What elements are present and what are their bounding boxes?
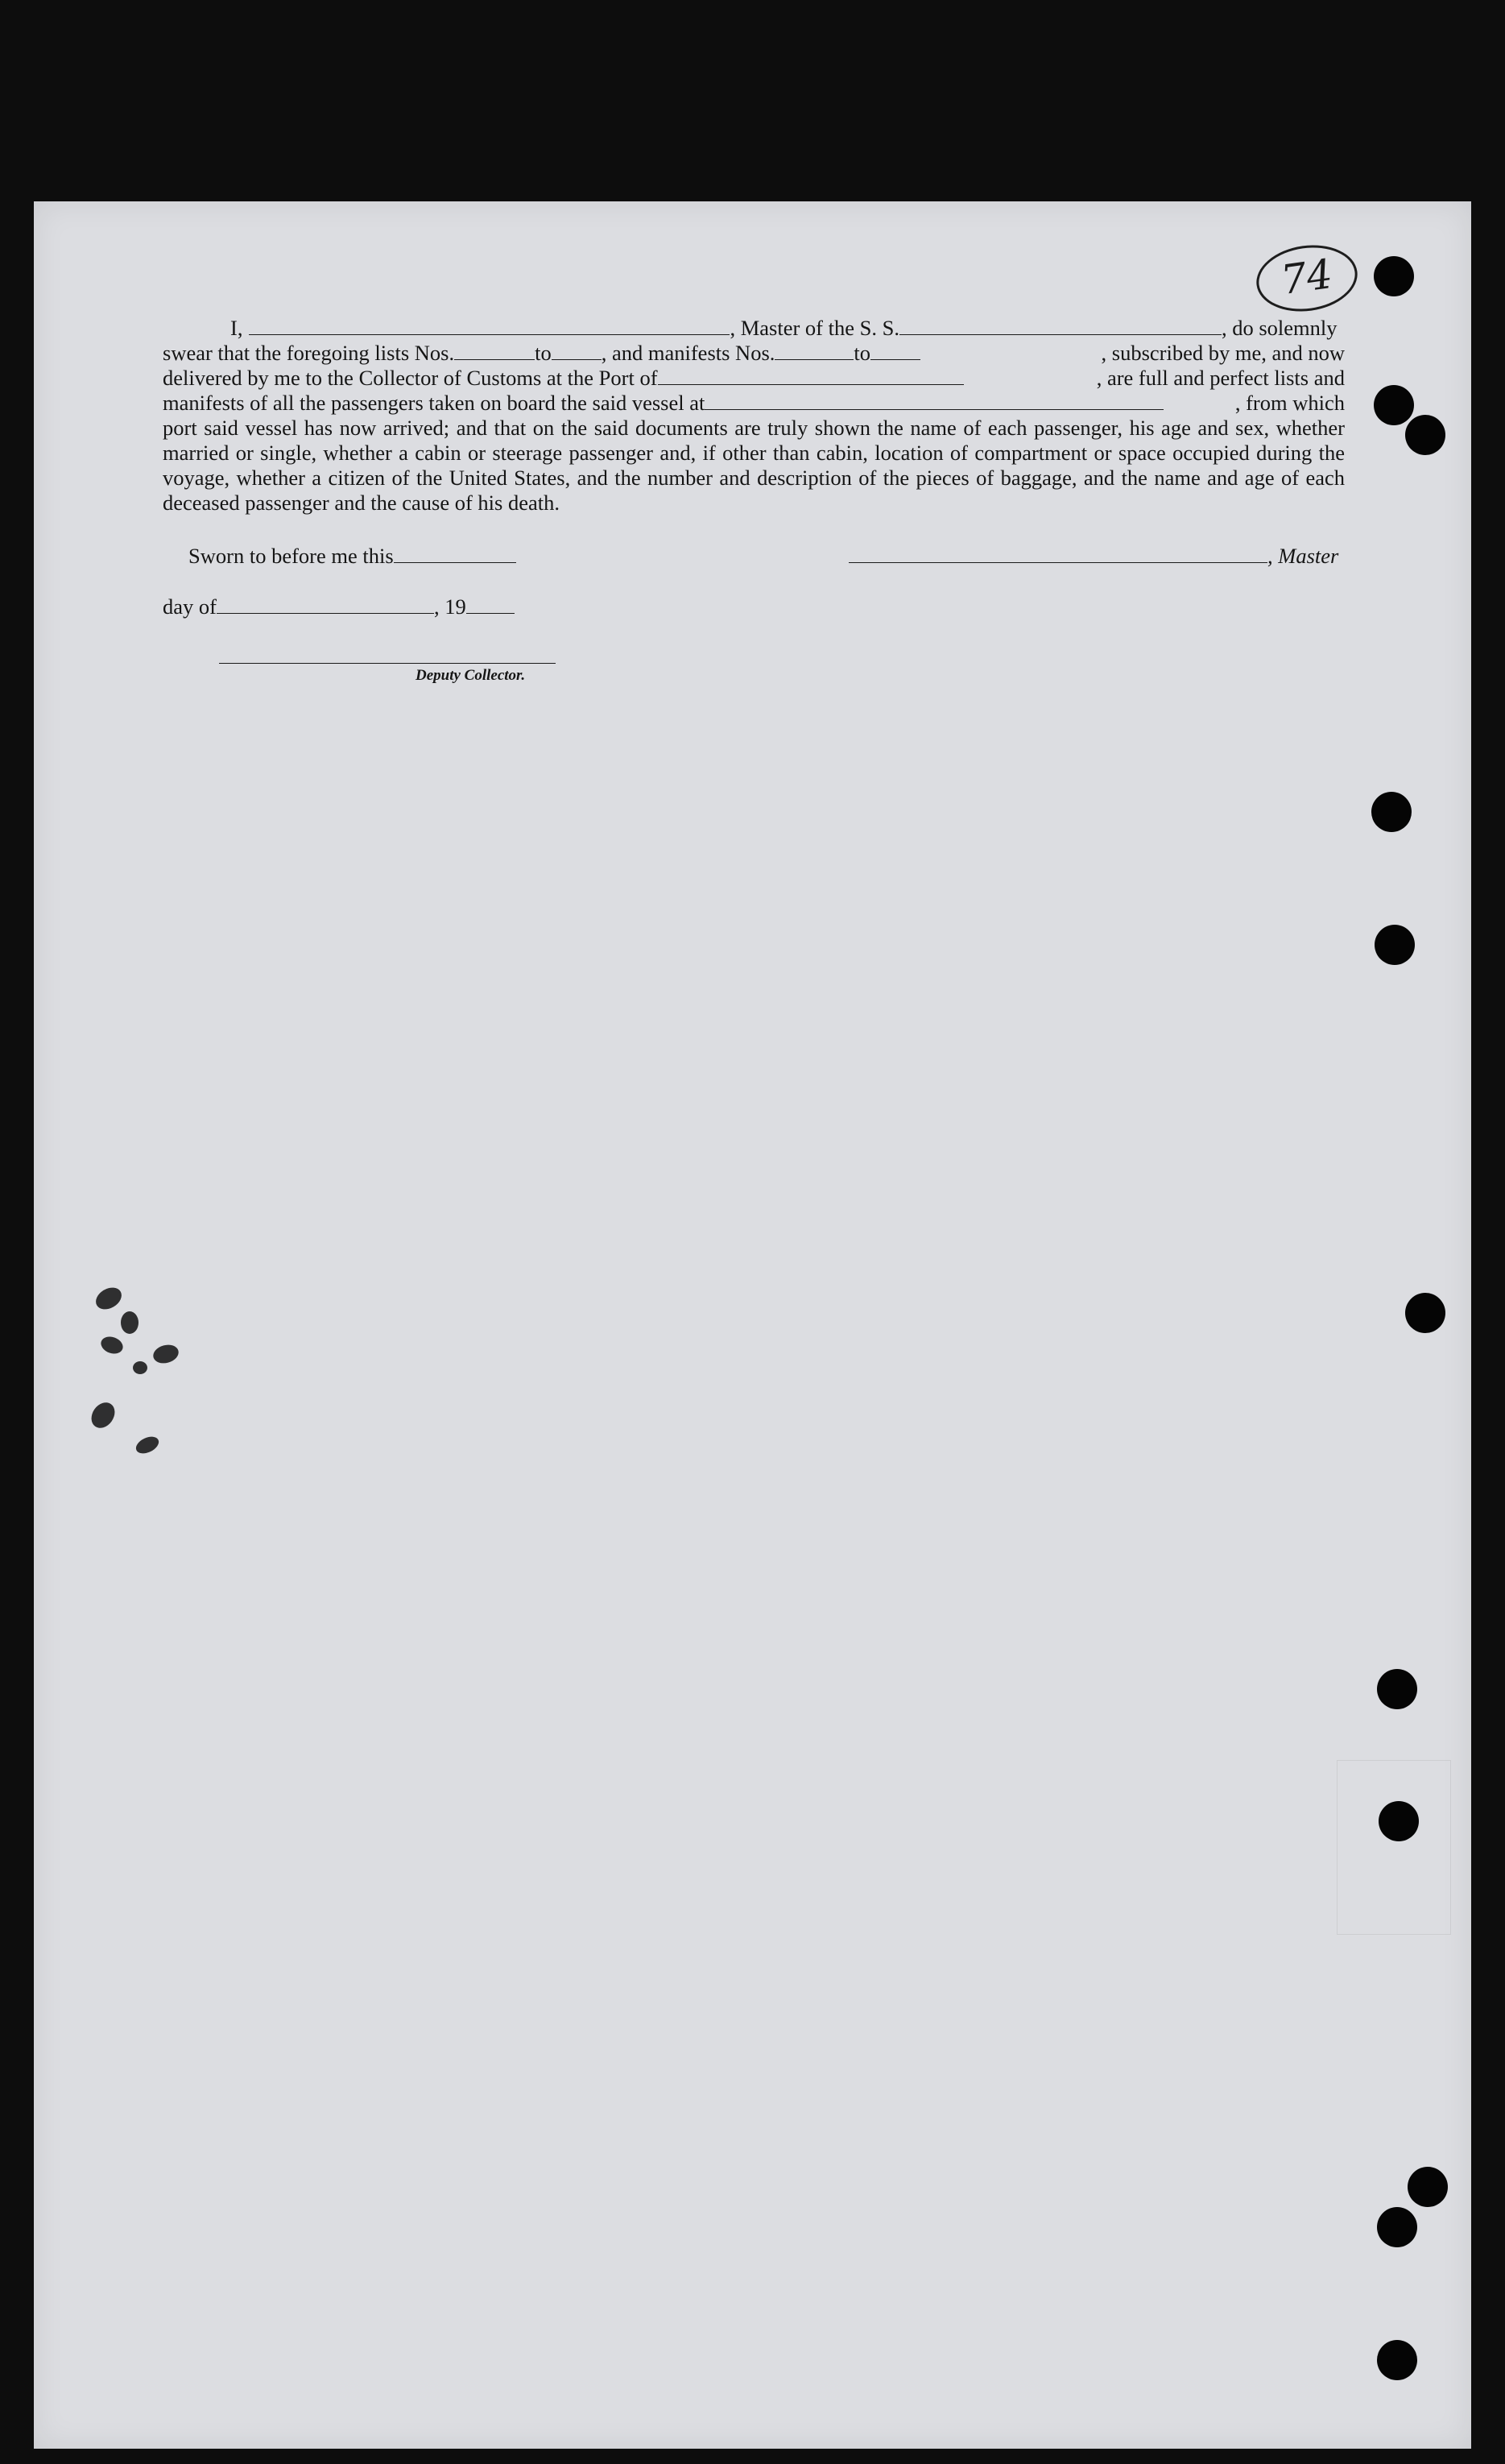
deputy-signature-line: [219, 644, 556, 669]
manifest-page: [34, 201, 1471, 2449]
oath-body-text: port said vessel has now arrived; and that on the said documents are truly shown the name of each passenger, his age and sex, whether married or single, whether a cabin or steerage passenger and, if other than cabin, location of compartment or space occupied during the voyage, whether a citizen of the United States, and the number and description of the pieces of baggage, and the name and age of each deceased passenger and the cause of his death.: [163, 416, 1345, 515]
departure-port-field[interactable]: [705, 409, 1164, 410]
oath-paragraph: [163, 316, 1345, 516]
punch-hole-icon: [1374, 385, 1414, 425]
punch-hole-icon: [1371, 792, 1412, 832]
sworn-date-field[interactable]: [394, 562, 516, 563]
manifests-from-field[interactable]: [775, 359, 854, 360]
oath-line-2: swear that the foregoing lists Nos. to , and manifests Nos. to , subscribed by me, and now: [163, 341, 1345, 365]
manifests-to-field[interactable]: [870, 359, 920, 360]
master-signature-row: , Master: [849, 544, 1338, 569]
deputy-signature-field[interactable]: [219, 663, 556, 664]
oath-line-1: I, , Master of the S. S. , do solemnly: [230, 316, 1338, 340]
lists-to-field[interactable]: [552, 359, 602, 360]
year-field[interactable]: [466, 613, 515, 614]
punch-hole-icon: [1408, 2167, 1448, 2207]
oath-line-4: manifests of all the passengers taken on board the said vessel at , from which: [163, 391, 1345, 415]
punch-hole-icon: [1375, 925, 1415, 965]
lists-from-field[interactable]: [454, 359, 535, 360]
vessel-name-field[interactable]: [899, 334, 1222, 335]
deputy-collector-label: Deputy Collector.: [416, 667, 526, 684]
punch-hole-icon: [1377, 2340, 1417, 2380]
punch-hole-icon: [1405, 415, 1445, 455]
day-of-row: day of , 19: [163, 594, 515, 619]
ink-smudge: [133, 1361, 147, 1374]
master-name-field[interactable]: [249, 334, 730, 335]
ink-smudge: [121, 1311, 139, 1334]
master-signature-field[interactable]: [849, 562, 1267, 563]
day-month-field[interactable]: [217, 613, 434, 614]
punch-hole-icon: [1405, 1293, 1445, 1333]
oath-line-3: delivered by me to the Collector of Customs at the Port of , are full and perfect lists and: [163, 366, 1345, 390]
punch-hole-icon: [1377, 2207, 1417, 2247]
punch-hole-icon: [1374, 256, 1414, 296]
port-field[interactable]: [658, 384, 964, 385]
punch-hole-icon: [1377, 1669, 1417, 1709]
sworn-label-row: Sworn to before me this: [188, 544, 516, 569]
handwritten-page-number: 74: [1252, 239, 1362, 318]
faint-bleedthrough-header: [153, 270, 878, 318]
faint-stamp-box: [1337, 1760, 1451, 1935]
